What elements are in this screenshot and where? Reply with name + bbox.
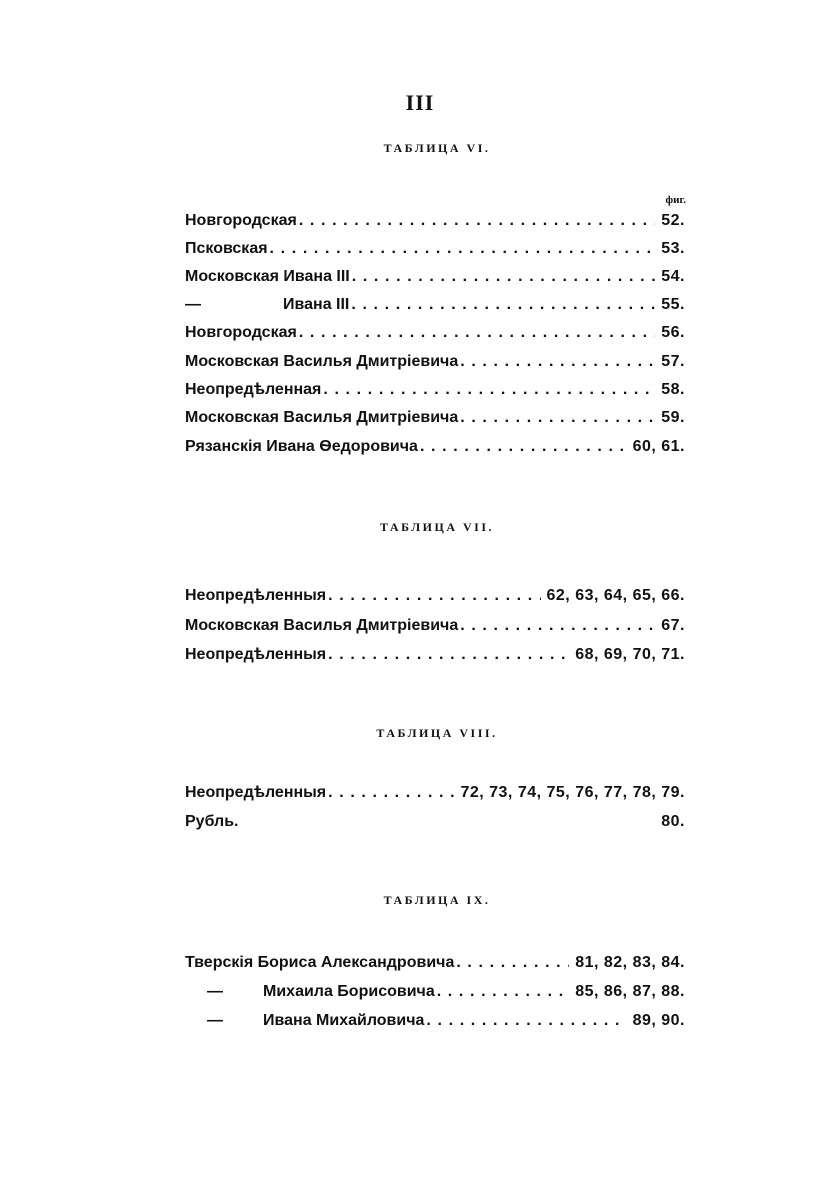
list-item	[185, 268, 685, 292]
entry-label: Тверскія Бориса Александровича	[185, 954, 455, 971]
figure-numbers: 85, 86, 87, 88.	[575, 983, 685, 1000]
figure-numbers: 60, 61.	[632, 438, 685, 455]
dot-leader	[460, 409, 655, 427]
list-item	[185, 813, 685, 837]
entry-label: Московская Ивана III	[185, 268, 350, 285]
list-item	[185, 324, 685, 348]
list-item	[185, 617, 685, 641]
figure-numbers: 52.	[661, 212, 685, 229]
table-ix-heading: ТАБЛИЦА IX.	[383, 893, 491, 907]
entry-label: Неопредѣленная	[185, 381, 322, 398]
figure-numbers: 57.	[661, 353, 685, 370]
page-number: III	[405, 90, 435, 115]
dot-leader	[323, 381, 655, 399]
list-item	[185, 784, 685, 808]
list-item	[185, 587, 685, 611]
entry-label: Московская Василья Дмитріевича	[185, 409, 459, 426]
entry-label: Неопредѣленныя	[185, 587, 327, 604]
list-item	[185, 954, 685, 978]
table-vi-heading: ТАБЛИЦА VI.	[383, 141, 491, 155]
dot-leader	[456, 954, 569, 972]
dot-leader	[328, 587, 540, 605]
entry-label: Ивана Михайловича	[263, 1012, 425, 1029]
figure-numbers: 59.	[661, 409, 685, 426]
figure-numbers: 54.	[661, 268, 685, 285]
list-item	[185, 240, 685, 264]
list-item	[185, 296, 685, 320]
figure-numbers: 67.	[661, 617, 685, 634]
entry-label: Михаила Борисовича	[263, 983, 435, 1000]
ditto-dash: —	[207, 983, 223, 1000]
figure-numbers: 72, 73, 74, 75, 76, 77, 78, 79.	[460, 784, 685, 801]
dot-leader	[437, 983, 569, 1001]
figure-numbers: 81, 82, 83, 84.	[575, 954, 685, 971]
dot-leader	[299, 324, 655, 342]
dot-leader	[299, 212, 655, 230]
list-item	[185, 1012, 685, 1036]
entry-label: Новгородская	[185, 212, 297, 229]
entry-label: Неопредѣленныя	[185, 784, 327, 801]
list-item	[185, 409, 685, 433]
entry-label: Рязанскія Ивана Ѳедоровича	[185, 438, 418, 455]
figure-numbers: 56.	[661, 324, 685, 341]
figure-column-label: фиг.	[665, 194, 686, 206]
dot-leader	[420, 438, 627, 456]
figure-numbers: 53.	[661, 240, 685, 257]
dot-leader	[328, 784, 454, 802]
list-item	[185, 212, 685, 236]
entry-label: Новгородская	[185, 324, 297, 341]
dot-leader	[426, 1012, 626, 1030]
figure-numbers: 80.	[661, 813, 685, 830]
list-item	[185, 438, 685, 462]
list-item	[185, 646, 685, 670]
dot-leader	[270, 240, 656, 258]
entry-label: Ивана III	[283, 296, 350, 313]
figure-numbers: 68, 69, 70, 71.	[575, 646, 685, 663]
list-item	[185, 381, 685, 405]
figure-numbers: 55.	[661, 296, 685, 313]
dot-leader	[328, 646, 569, 664]
dot-leader	[460, 353, 655, 371]
figure-numbers: 62, 63, 64, 65, 66.	[546, 587, 685, 604]
list-item	[185, 983, 685, 1007]
table-vii-heading: ТАБЛИЦА VII.	[380, 520, 494, 534]
list-item	[185, 353, 685, 377]
figure-numbers: 89, 90.	[632, 1012, 685, 1029]
entry-label: Московская Василья Дмитріевича	[185, 617, 459, 634]
entry-label: Неопредѣленныя	[185, 646, 327, 663]
ditto-dash: —	[207, 1012, 223, 1029]
ditto-dash: —	[185, 296, 201, 313]
figure-numbers: 58.	[661, 381, 685, 398]
entry-label: Псковская	[185, 240, 268, 257]
entry-label: Рубль.	[185, 813, 239, 830]
dot-leader	[351, 296, 655, 314]
dot-leader	[352, 268, 656, 286]
entry-label: Московская Василья Дмитріевича	[185, 353, 459, 370]
table-viii-heading: ТАБЛИЦА VIII.	[376, 726, 498, 740]
dot-leader	[460, 617, 655, 635]
